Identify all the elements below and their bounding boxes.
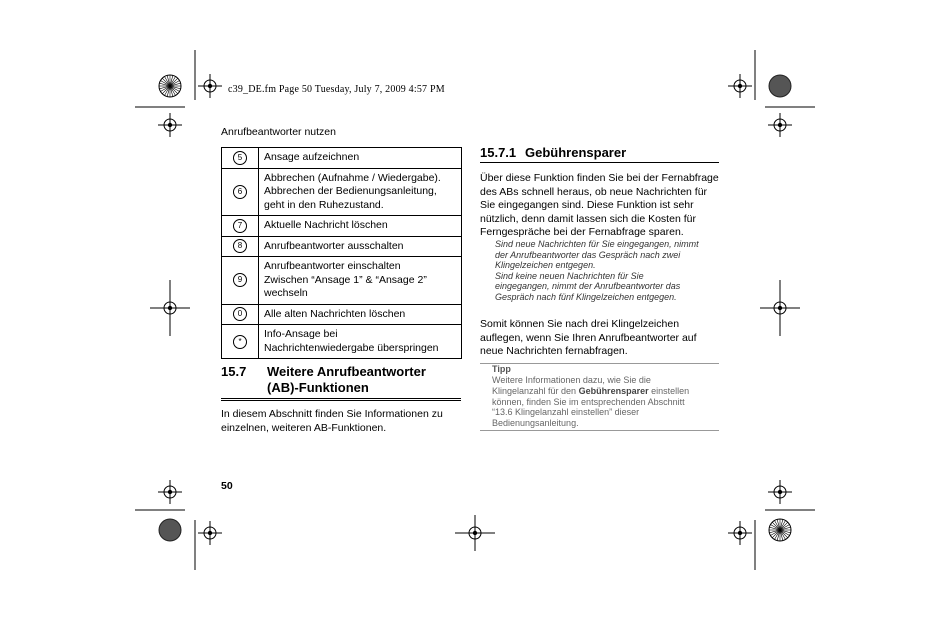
key-function-description: Info-Ansage bei Nachrichtenwiedergabe überspringen [259,325,462,359]
phone-key-icon: 0 [233,307,247,321]
phone-key-icon: 9 [233,273,247,287]
subsection-rule [480,162,719,163]
section-intro: In diesem Abschnitt finden Sie Informationen zu einzelnen, weiteren AB-Funktionen. [221,408,443,434]
gray-density-dot [159,519,181,541]
key-function-description: Abbrechen (Aufnahme / Wiedergabe). Abbrechen der Bedienungsanleitung, geht in den Ruhezustand. [259,168,462,216]
subsection-conclusion: Somit können Sie nach drei Klingelzeichen auflegen, wenn Sie Ihren Anrufbeantworter auf neue Nachrichten fernabfragen. [480,318,697,357]
key-table-row [222,216,462,237]
phone-key-icon: 8 [233,239,247,253]
key-table-row [222,257,462,305]
tip-title: Tipp [492,364,511,374]
print-slug: c39_DE.fm Page 50 Tuesday, July 7, 2009 4:57 PM [228,84,445,95]
key-function-description: Anrufbeantworter einschalten Zwischen “Ansage 1” & “Ansage 2” wechseln [259,257,462,305]
gray-density-dot [769,75,791,97]
key-function-description: Alle alten Nachrichten löschen [259,304,462,325]
phone-key-icon: 7 [233,219,247,233]
page-number: 50 [221,480,233,492]
subsection-title: Gebührensparer [525,145,627,160]
key-table-row [222,236,462,257]
star-target [159,75,181,97]
key-function-table [221,147,462,359]
phone-key-icon: * [233,335,247,349]
section-title-line: Weitere Anrufbeantworter [267,364,426,379]
key-table-row [222,304,462,325]
phone-key-icon: 6 [233,185,247,199]
subsection-number: 15.7.1 [480,145,517,160]
key-function-description: Anrufbeantworter ausschalten [259,236,462,257]
subsection-body: Über diese Funktion finden Sie bei der Fernabfrage des ABs schnell heraus, ob neue Nachrichten für Sie eingegangen sind. Diese Funktion ist sehr nützlich, denn damit lassen sich die Kosten für Ferngespräche bei der Fernabfrage sparen. [480,172,719,238]
star-target [769,519,791,541]
running-header: Anrufbeantworter nutzen [221,126,336,138]
key-table-row [222,168,462,216]
phone-key-icon: 5 [233,151,247,165]
section-title-line: (AB)-Funktionen [267,380,369,395]
italic-note: Sind neue Nachrichten für Sie eingegangen, nimmt der Anrufbeantworter das Gespräch nach zwei Klingelzeichen entgegen. Sind keine neuen Nachrichten für Sie eingegangen, nimmt der Anrufbeantworter das Gespräch nach fünf Klingelzeichen entgegen. [495,239,699,302]
tip-bold-term: Gebührensparer [578,385,649,396]
section-rule [221,398,461,401]
key-function-description: Ansage aufzeichnen [259,148,462,169]
tip-text: Weitere Informationen dazu, wie Sie die Klingelanzahl für den Gebührensparer einstellen können, finden Sie im entsprechenden Abschnitt “13.6 Klingelanzahl einstellen” dieser Bedienungsanleitung. [492,375,690,429]
key-function-description: Aktuelle Nachricht löschen [259,216,462,237]
section-number: 15.7 [221,364,247,379]
key-table-row [222,325,462,359]
key-table-row [222,148,462,169]
